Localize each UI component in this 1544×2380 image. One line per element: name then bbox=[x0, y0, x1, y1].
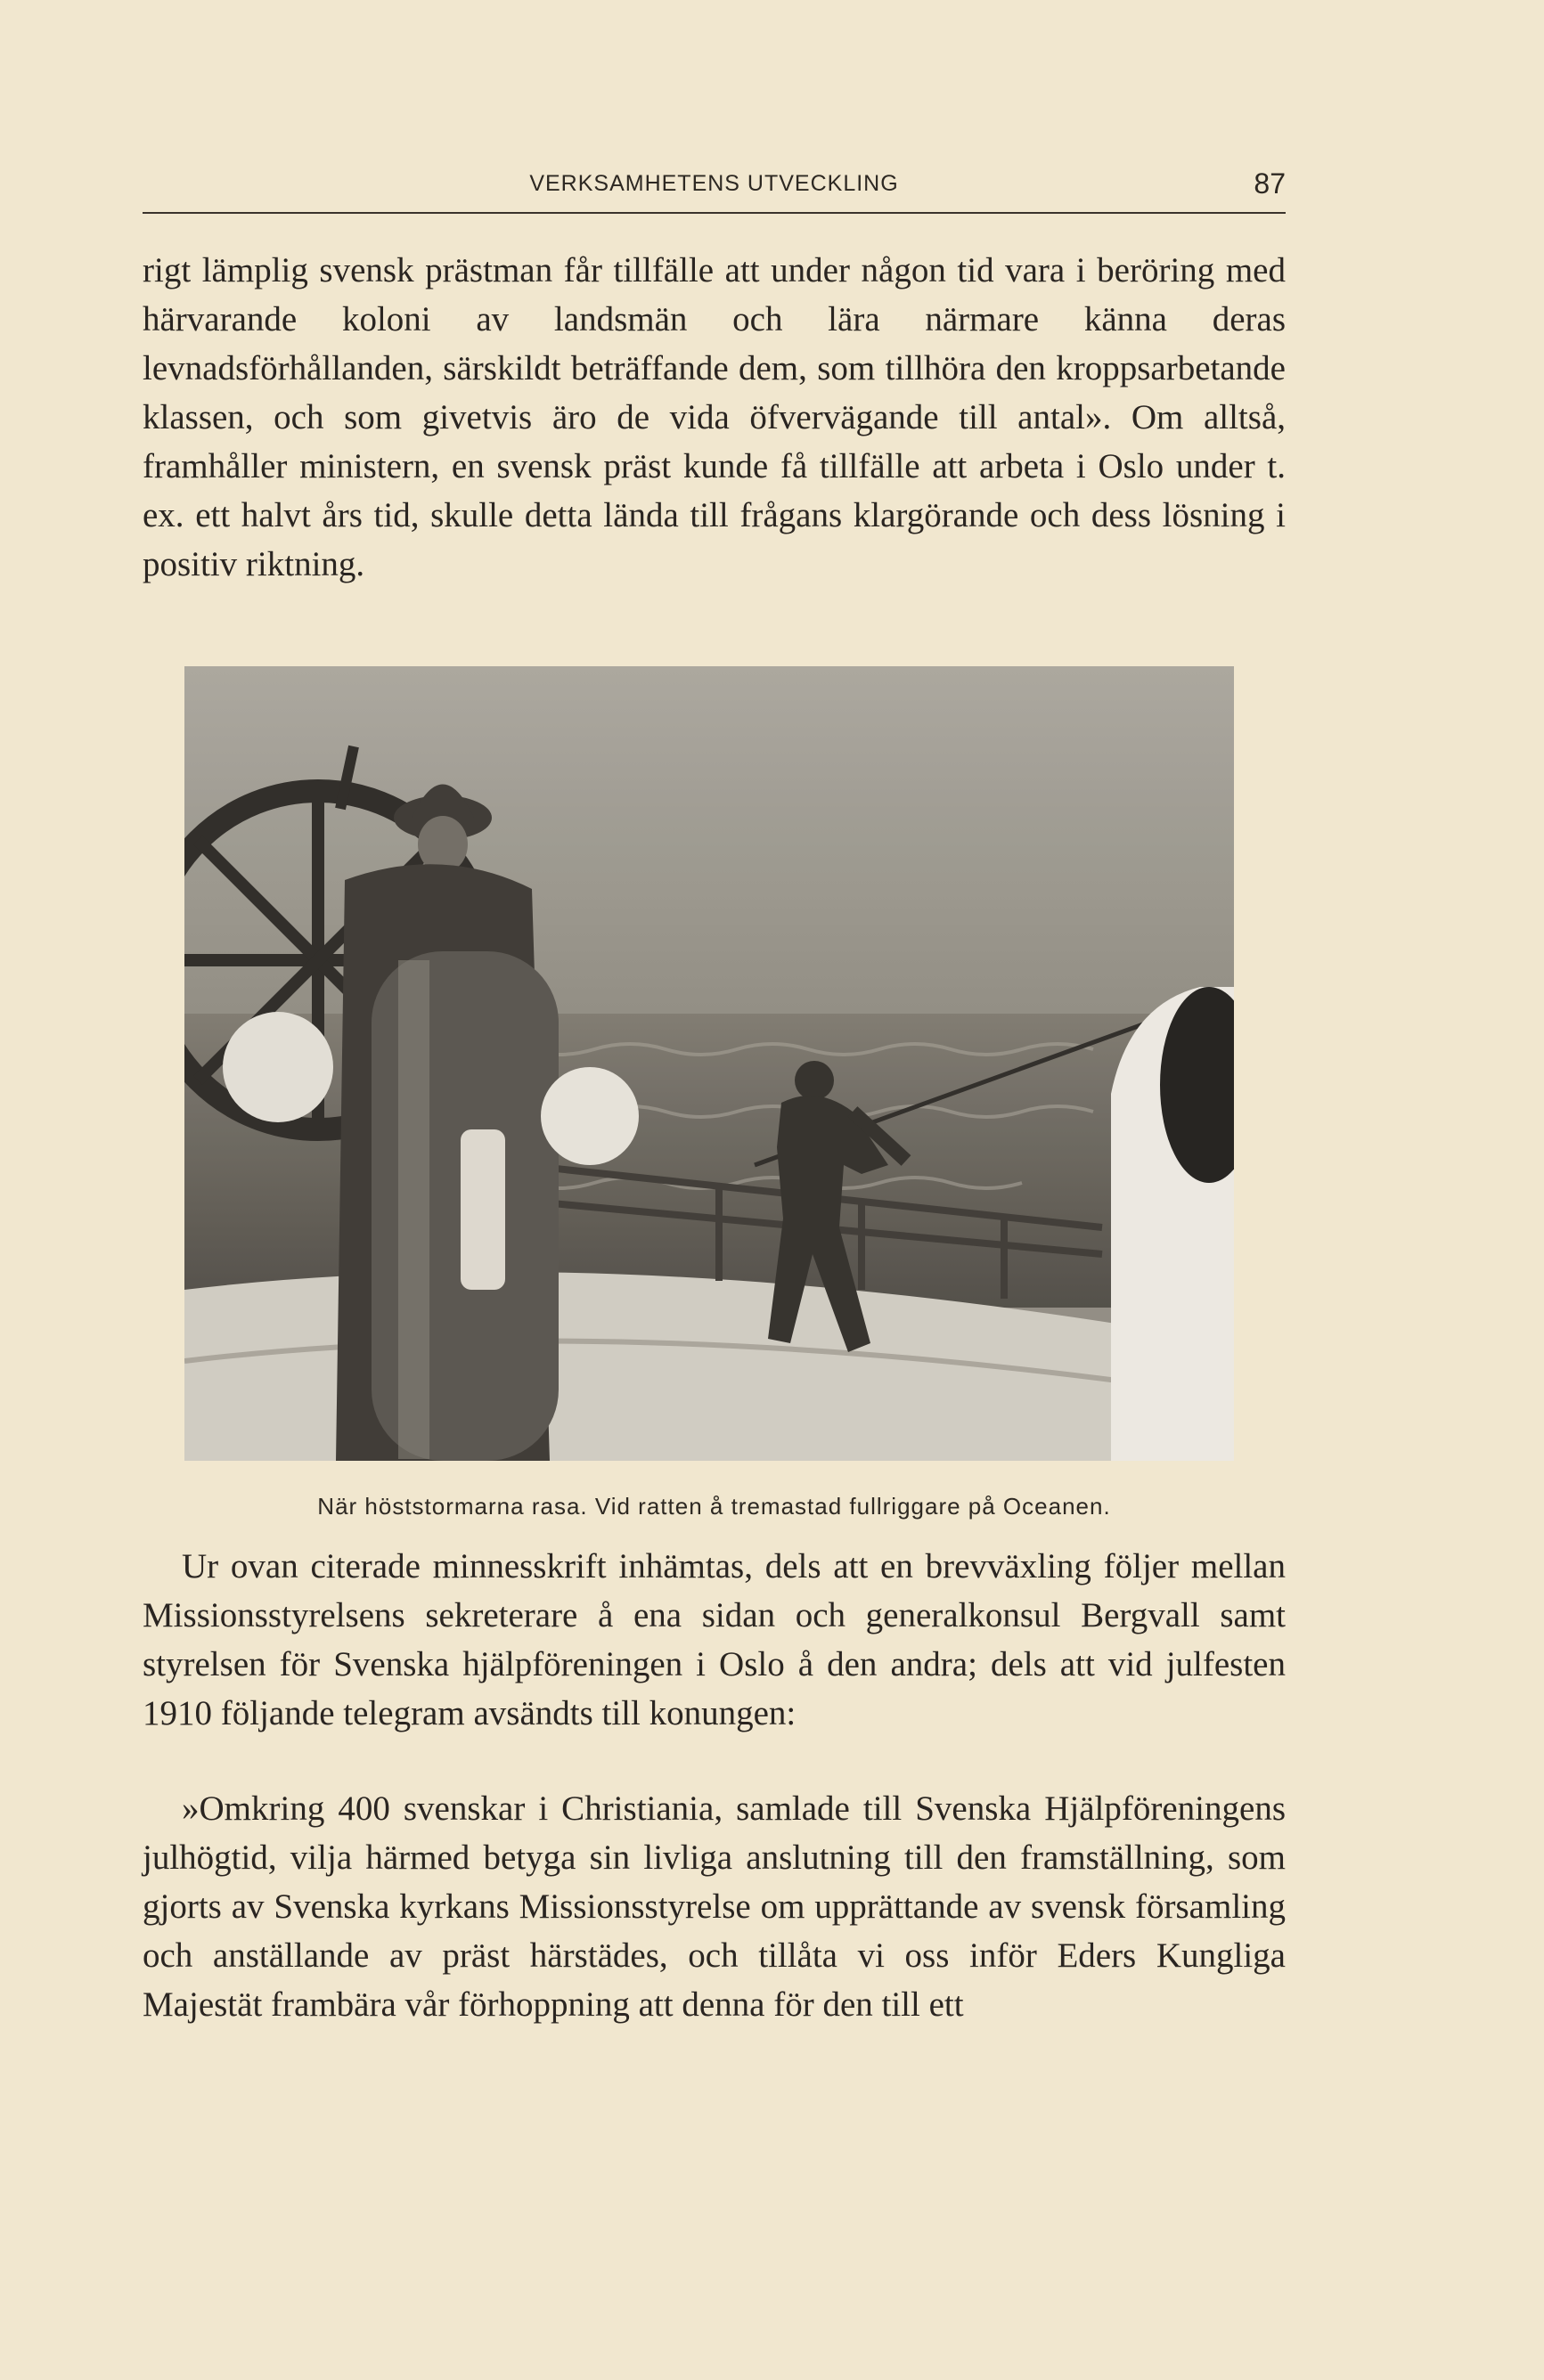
header-rule bbox=[143, 212, 1286, 214]
grain-overlay bbox=[184, 666, 1234, 1461]
paragraph-3: »Omkring 400 svenskar i Christiania, samlade till Svenska Hjälpföreningens julhögtid, vilja härmed betyga sin livliga anslutning till den framställning, som gjorts av Svenska kyrkans Missionsstyrelse om upprättande av svensk församling och anställande av präst härstädes, och tillåta vi oss inför Eders Kungliga Majestät frambära vår förhoppning att denna för den till ett bbox=[143, 1789, 1286, 2024]
photograph-ship-helm bbox=[184, 666, 1234, 1461]
paragraph-2: Ur ovan citerade minnesskrift inhämtas, dels att en brevväxling följer mellan Missionsstyrelsens sekreterare å ena sidan och generalkonsul Bergvall samt styrelsen för Svenska hjälpföreningen i Oslo å den andra; dels att vid julfesten 1910 följande telegram avsändts till konungen: bbox=[143, 1547, 1286, 1732]
running-title: VERKSAMHETENS UTVECKLING bbox=[529, 171, 899, 196]
page-number: 87 bbox=[1254, 167, 1286, 200]
running-head bbox=[143, 167, 1286, 207]
figure-caption: När höststormarna rasa. Vid ratten å tremastad fullriggare på Oceanen. bbox=[317, 1493, 1111, 1520]
paragraph-1: rigt lämplig svensk prästman får tillfälle att under någon tid vara i beröring med härvarande koloni av landsmän och lära närmare känna deras levnadsförhållanden, särskildt beträffande dem, som tillhöra den kroppsarbetande klassen, och som givetvis äro de vida öfvervägande till antal». Om alltså, framhåller ministern, en svensk präst kunde få tillfälle att arbeta i Oslo under t. ex. ett halvt års tid, skulle detta lända till frågans klargörande och dess lösning i positiv riktning. bbox=[143, 251, 1286, 583]
